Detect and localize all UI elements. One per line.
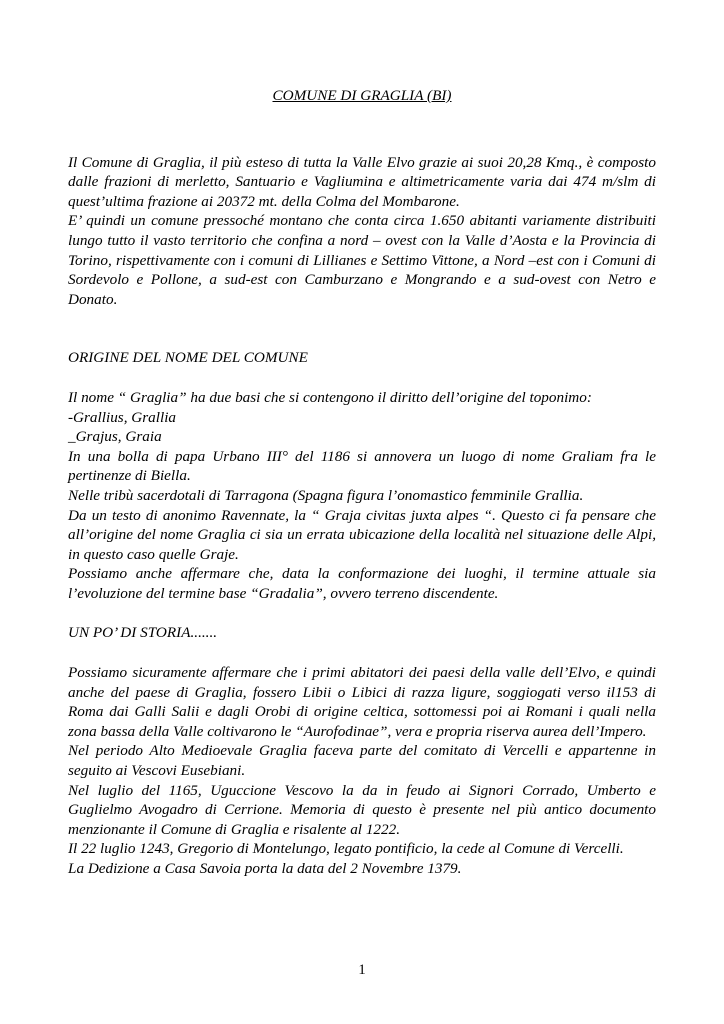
origin-paragraph-5: Possiamo anche affermare che, data la conformazione dei luoghi, il termine attuale sia l’evoluzione del termine base “Gradalia”, ovvero terreno discendente. xyxy=(68,565,656,602)
history-paragraph-2: Nel periodo Alto Medioevale Graglia faceva parte del comitato di Vercelli e appartenne in seguito ai Vescovi Eusebiani. xyxy=(68,742,656,780)
spacer xyxy=(68,368,656,388)
history-paragraph-3: Nel luglio del 1165, Uguccione Vescovo la da in feudo ai Signori Corrado, Umberto e Guglielmo Avogadro di Cerrione. Memoria di questo è presente nel più antico documento menzionante il Comune di Graglia e risalente al 1222. xyxy=(68,781,656,838)
origin-heading: ORIGINE DEL NOME DEL COMUNE xyxy=(68,349,308,367)
spacer xyxy=(68,309,656,348)
origin-paragraph-3: Nelle tribù sacerdotali di Tarragona (Spagna figura l’onomastico femminile Grallia. xyxy=(68,486,584,504)
spacer xyxy=(68,603,656,623)
page-number: 1 xyxy=(358,962,366,978)
history-paragraph-5: La Dedizione a Casa Savoia porta la data del 2 Novembre 1379. xyxy=(68,860,462,877)
origin-paragraph-1: Il nome “ Graglia” ha due basi che si contengono il diritto dell’origine del toponimo: xyxy=(68,388,592,406)
document-page xyxy=(68,86,656,879)
history-heading: UN PO’ DI STORIA....... xyxy=(68,624,218,642)
history-paragraph-4: Il 22 luglio 1243, Gregorio di Montelungo, legato pontificio, la cede al Comune di Vercelli. xyxy=(68,840,624,858)
spacer xyxy=(68,643,656,663)
origin-paragraph-4: Da un testo di anonimo Ravennate, la “ Graja civitas juxta alpes “. Questo ci fa pensare che all’origine del nome Graglia ci sia un errata ubicazione della località nel situazione delle Alpi, in questo caso quelle Graje. xyxy=(68,506,656,563)
origin-paragraph-2: In una bolla di papa Urbano III° del 1186 si annovera un luogo di nome Graliam fra le pertinenze di Biella. xyxy=(68,447,656,485)
intro-paragraph-1: Il Comune di Graglia, il più esteso di tutta la Valle Elvo grazie ai suoi 20,28 Kmq., è composto dalle frazioni di merletto, Santuario e Vagliumina e altimetricamente varia dai 474 m/slm di quest’ultima frazione ai 20372 mt. della Colma del Mombarone. xyxy=(68,153,656,210)
history-paragraph-1: Possiamo sicuramente affermare che i primi abitatori dei paesi della valle dell’Elvo, e quindi anche del paese di Graglia, fossero Libii o Libici di razza ligure, soggiogati verso il153 di Roma dai Galli Salii e dagli Orobi di origine celtica, sottomessi poi ai Romani i quali nella zona bassa della Valle coltivarono le “Aurofodinae”, vera e propria riserva aurea dell’Impero. xyxy=(68,664,656,740)
origin-list-item-2: _Grajus, Graia xyxy=(68,428,162,446)
intro-paragraph-2: E’ quindi un comune pressoché montano che conta circa 1.650 abitanti variamente distribuiti lungo tutto il vasto territorio che confina a nord – ovest con la Valle d’Aosta e la Provincia di Torino, rispettivamente con i comuni di Lillianes e Settimo Vittone, a Nord –est con i Comuni di Sordevolo e Pollone, a sud-est con Camburzano e Mongrando e a sud-ovest con Netro e Donato. xyxy=(68,212,656,308)
origin-list-item-1: -Grallius, Grallia xyxy=(68,408,177,426)
document-title: COMUNE DI GRAGLIA (BI) xyxy=(272,87,452,104)
